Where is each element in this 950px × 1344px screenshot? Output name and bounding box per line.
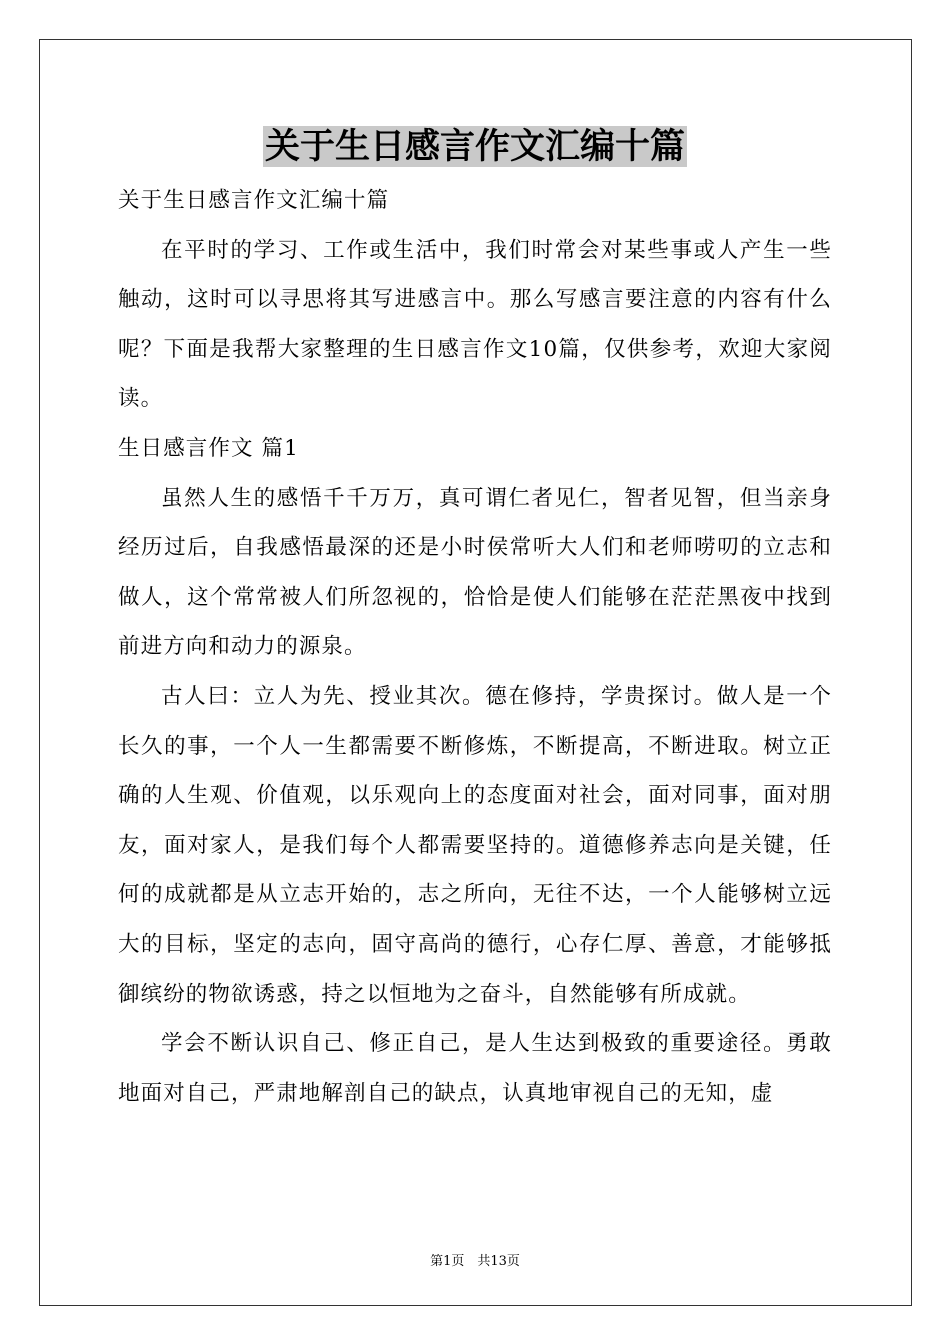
document-title: 关于生日感言作文汇编十篇 bbox=[264, 126, 685, 167]
subtitle-line: 关于生日感言作文汇编十篇 bbox=[118, 188, 390, 213]
body-paragraph: 古人曰：立人为先、授业其次。德在修持，学贵探讨。做人是一个长久的事，一个人一生都需要不断修炼，不断提高，不断进取。树立正确的人生观、价值观，以乐观向上的态度面对社会，面对同事，面对朋友，面对家人，是我们每个人都需要坚持的。道德修养志向是关键，任何的成就都是从立志开始的，志之所向，无往不达，一个人能够树立远大的目标，坚定的志向，固守高尚的德行，心存仁厚、善意，才能够抵御缤纷的物欲诱惑，持之以恒地为之奋斗，自然能够有所成就。 bbox=[118, 683, 832, 1007]
body-paragraph: 虽然人生的感悟千千万万，真可谓仁者见仁，智者见智，但当亲身经历过后，自我感悟最深的还是小时侯常听大人们和老师唠叨的立志和做人，这个常常被人们所忽视的，恰恰是使人们能够在茫茫黑夜中找到前进方向和动力的源泉。 bbox=[118, 485, 832, 660]
page-footer: 第1页 共13页 bbox=[430, 1254, 520, 1269]
body-paragraph: 学会不断认识自己、修正自己，是人生达到极致的重要途径。勇敢地面对自己，严肃地解剖自己的缺点，认真地审视自己的无知，虚 bbox=[118, 1031, 832, 1106]
document-body bbox=[118, 176, 832, 1118]
intro-paragraph: 在平时的学习、工作或生活中，我们时常会对某些事或人产生一些触动，这时可以寻思将其写进感言中。那么写感言要注意的内容有什么呢？下面是我帮大家整理的生日感言作文10篇，仅供参考，欢迎大家阅读。 bbox=[118, 237, 832, 412]
section-heading: 生日感言作文 篇1 bbox=[118, 435, 299, 461]
